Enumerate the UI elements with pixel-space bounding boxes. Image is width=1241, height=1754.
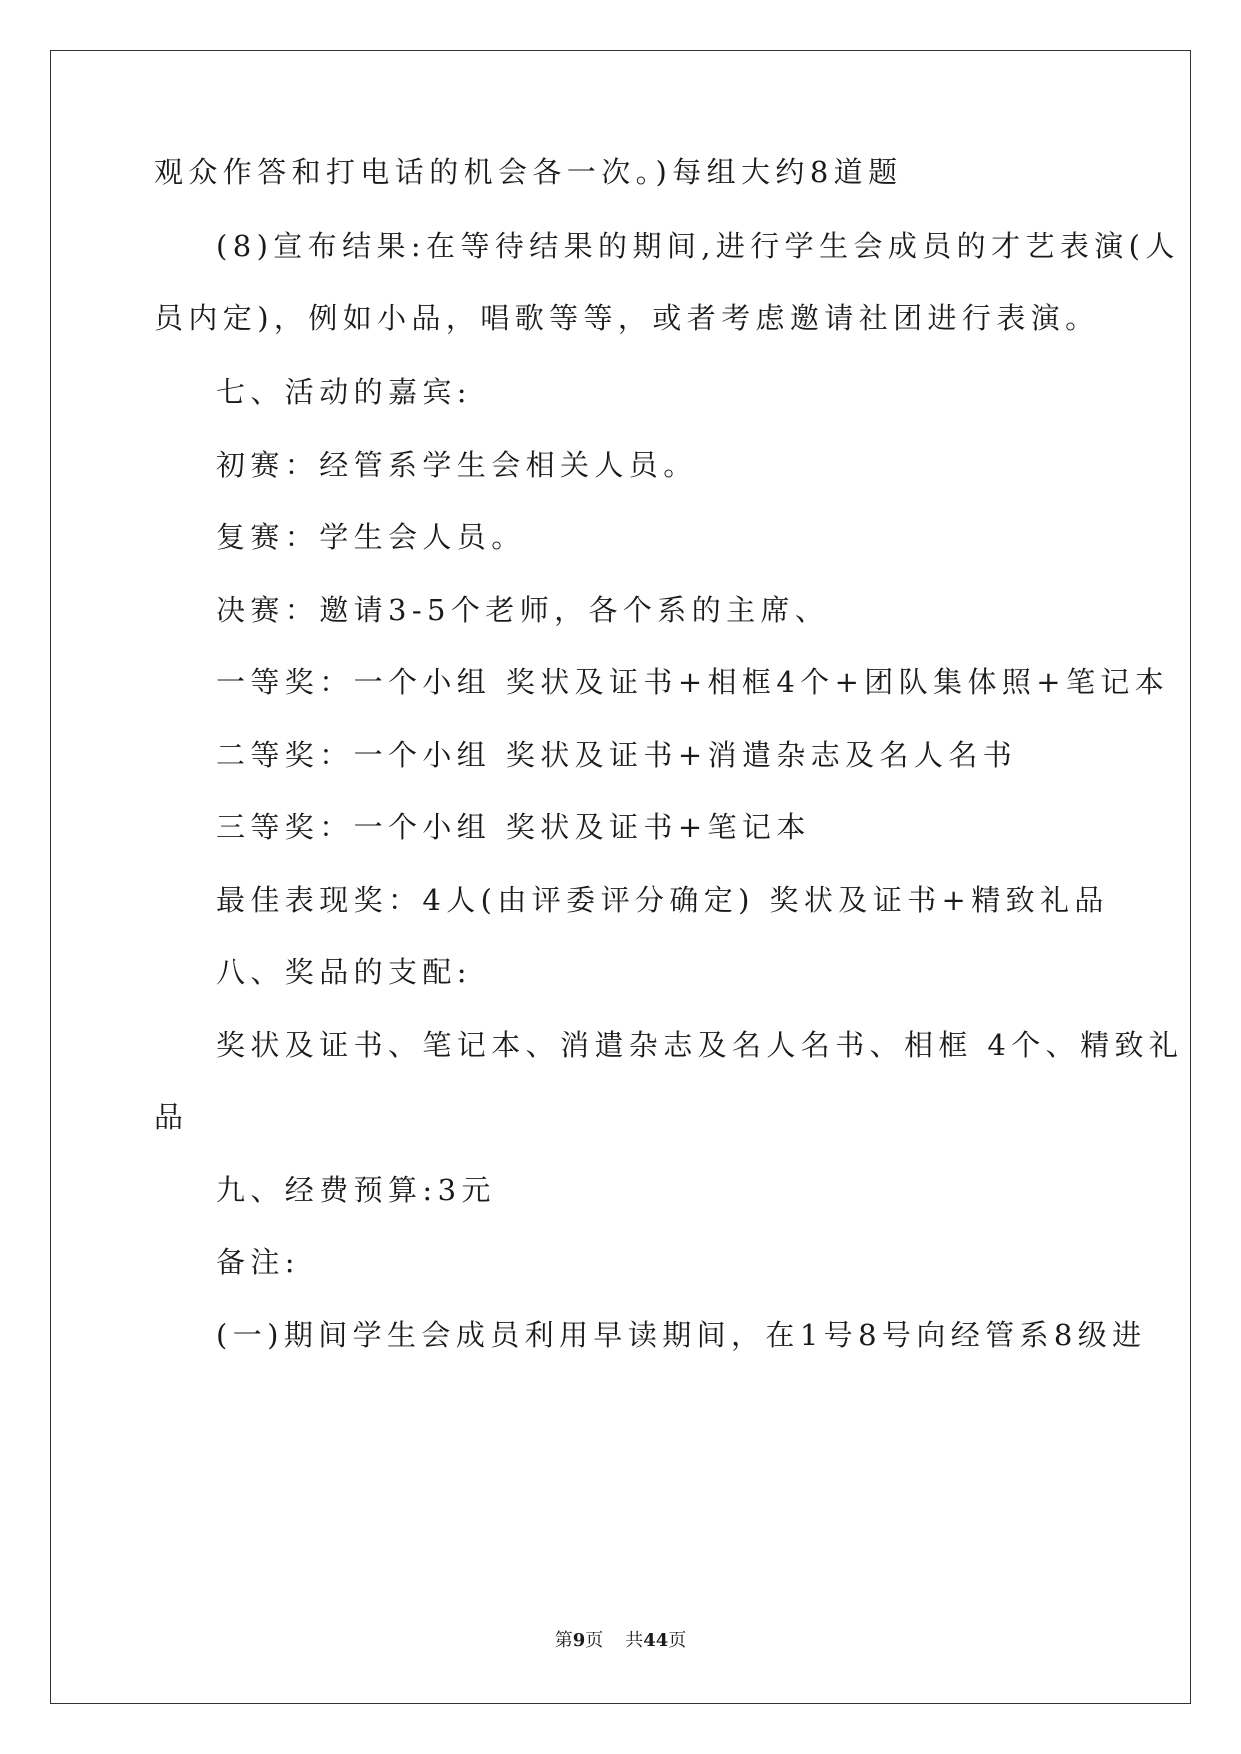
text-line: 员内定)，例如小品，唱歌等等，或者考虑邀请社团进行表演。	[154, 301, 1100, 335]
text-line: 品	[154, 1100, 189, 1134]
text-line: 决赛：邀请3-5个老师，各个系的主席、	[216, 593, 830, 627]
footer-page-suffix: 页	[585, 1630, 604, 1651]
section-heading: 九、经费预算:3元	[216, 1173, 496, 1207]
page-number: 9	[572, 1630, 586, 1651]
footer-prefix: 第	[554, 1630, 573, 1651]
page-footer	[0, 1632, 1241, 1650]
text-line: 二等奖：一个小组 奖状及证书+消遣杂志及名人名书	[216, 738, 1018, 772]
text-line: (8)宣布结果:在等待结果的期间,进行学生会成员的才艺表演(人	[216, 229, 1180, 263]
page-border	[50, 50, 1191, 1704]
footer-total-suffix: 页	[668, 1630, 687, 1651]
footer-total-prefix: 共	[625, 1630, 644, 1651]
text-line: 备注:	[216, 1245, 300, 1279]
text-line: 奖状及证书、笔记本、消遣杂志及名人名书、相框 4个、精致礼	[216, 1028, 1184, 1062]
text-line: 一等奖：一个小组 奖状及证书+相框4个+团队集体照+笔记本	[216, 665, 1170, 699]
text-line: 三等奖：一个小组 奖状及证书+笔记本	[216, 810, 811, 844]
section-heading: 七、活动的嘉宾:	[216, 375, 472, 409]
text-line: 初赛：经管系学生会相关人员。	[216, 448, 698, 482]
text-line: 最佳表现奖：4人(由评委评分确定) 奖状及证书+精致礼品	[216, 883, 1109, 917]
section-heading: 八、奖品的支配:	[216, 955, 472, 989]
text-line: 复赛：学生会人员。	[216, 520, 526, 554]
text-line: (一)期间学生会成员利用早读期间，在1号8号向经管系8级进	[216, 1318, 1147, 1352]
total-pages: 44	[643, 1630, 669, 1651]
text-line: 观众作答和打电话的机会各一次。)每组大约8道题	[154, 155, 903, 189]
